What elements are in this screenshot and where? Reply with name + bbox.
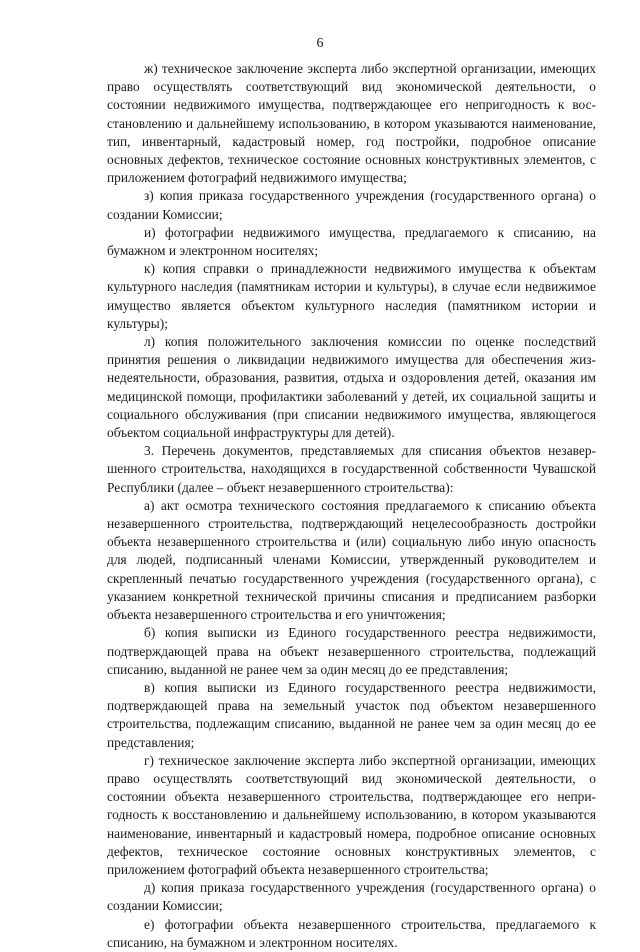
document-body	[107, 60, 596, 952]
paragraph-item-e: е) фотографии объекта незавершенного строительства, предлагаемого к списанию, на бумажном и электронном носителях.	[107, 916, 596, 950]
paragraph-item-k: к) копия справки о принадлежности недвижимого имущества к объектам культурного наследия (памятникам истории и культуры), в случае если недвижимое имущество является объектом культурного наследия (памятником истории и культуры);	[107, 261, 596, 331]
paragraph-section-3: 3. Перечень документов, представляемых для списания объектов незавершенного строительства, находящихся в государственной собственности Чувашской Республики (далее – объект незавершенного строительства):	[107, 443, 596, 495]
page-number: 6	[316, 36, 324, 51]
paragraph-item-g: г) техническое заключение эксперта либо экспертной организации, имеющих право осуществлять соответствующий вид экономической деятельности, о состоянии объекта незавершенного строительства, подтверждающее его непригодность к восстановлению и дальнейшему использованию, в котором указываются наименование, инвентарный и кадастровый номера, подробное описание основных дефектов, техническое состояние основных конструктивных элементов, с приложением фотографий объекта незавершенного строительства;	[107, 752, 596, 877]
paragraph-item-i: и) фотографии недвижимого имущества, предлагаемого к списанию, на бумажном и электронном носителях;	[107, 224, 596, 259]
paragraph-item-l: л) копия положительного заключения комиссии по оценке последствий принятия решения о ликвидации недвижимого имущества для обеспечения жизнедеятельности, образования, развития, отдыха и оздоровления детей, оказания им медицинской помощи, профилактики заболеваний у детей, их социальной защиты и социального обслуживания (при списании недвижимого имущества, являющегося объектом социальной инфраструктуры для детей).	[107, 334, 596, 441]
paragraph-item-d: д) копия приказа государственного учреждения (государственного органа) о создании Комиссии;	[107, 880, 596, 914]
paragraph-item-v: в) копия выписки из Единого государственного реестра недвижимости, подтверждающей права на земельный участок под объектом незавершенного строительства, подлежащим списанию, выданной не ранее чем за один месяц до ее представления;	[107, 679, 596, 750]
paragraph-item-z: з) копия приказа государственного учреждения (государственного органа) о создании Комиссии;	[107, 188, 596, 222]
paragraph-item-a: а) акт осмотра технического состояния предлагаемого к списанию объекта незавершенного строительства, подтверждающий нецелесообразность достройки объекта незавершенного строительства и (или) социальную либо иную опасность для людей, подписанный членами Комиссии, утвержденный руководителем и скрепленный печатью государственного учреждения (государственного органа), с указанием конкретной технической причины списания и предписанием разборки объекта незавершенного строительства и его уничтожения;	[107, 497, 596, 623]
paragraph-item-zh: ж) техническое заключение эксперта либо экспертной организации, имеющих право осуществлять соответствующий вид экономической деятельности, о состоянии недвижимого имущества, подтверждающее его непригодность к восстановлению и дальнейшему использованию, в котором указываются наименование, тип, инвентарный, кадастровый номер, год постройки, подробное описание основных дефектов, техническое состояние основных конструктивных элементов, с приложением фотографий недвижимого имущества;	[107, 61, 596, 186]
paragraph-item-b: б) копия выписки из Единого государственного реестра недвижимости, подтверждающей права на объект незавершенного строительства, подлежащий списанию, выданной не ранее чем за один месяц до ее представления;	[107, 625, 596, 677]
